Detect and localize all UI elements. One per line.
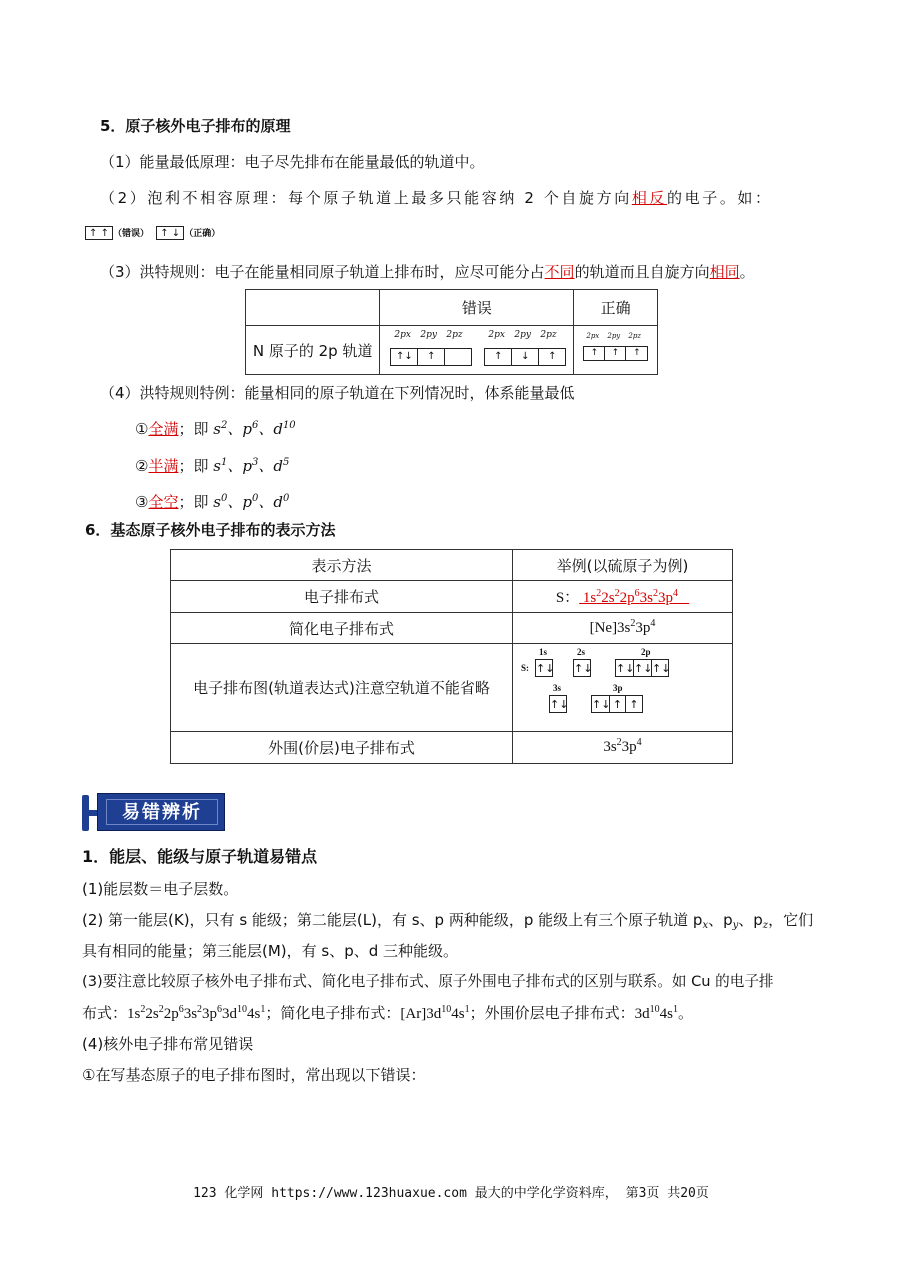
pauli-wrong-label: （错误）: [113, 229, 150, 239]
orb-label-2px: 2px: [586, 332, 600, 340]
diagram-s-label: S:: [521, 662, 530, 673]
orbital-cell: ↓: [512, 349, 539, 365]
orb-label-2pz: 2pz: [446, 330, 463, 340]
orbital-cell: ↑↓: [391, 349, 418, 365]
label-2p: 2p: [641, 646, 651, 657]
point-3-end: 。: [677, 1004, 693, 1022]
orb-label-2px: 2px: [394, 330, 411, 340]
case-full-num: ①: [135, 420, 149, 438]
point-4: (4)核外电子排布常见错误: [82, 1035, 254, 1053]
banner-left-bar: [82, 795, 89, 831]
hund-text-a: （3）洪特规则：电子在能量相同原子轨道上排布时，应尽可能分占: [100, 263, 545, 281]
cu-full-config: $1s^22s^22p^63s^23p^63d^{10}4s^1$: [127, 1004, 266, 1022]
point-1: (1)能层数＝电子层数。: [82, 880, 239, 898]
rep-short-value: $[Ne]3s^23p^4$: [513, 613, 733, 644]
orbital-cell: ↑: [418, 349, 445, 365]
rep-row-diagram: 电子排布图(轨道表达式)注意空轨道不能省略: [171, 644, 513, 732]
section-1-heading: 1．能层、能级与原子轨道易错点: [82, 847, 318, 866]
hund-table-empty: [246, 290, 380, 326]
banner-connector: [89, 810, 97, 816]
case-half-rest: ；即: [178, 457, 209, 475]
point-3-line-2: [82, 1003, 693, 1024]
label-1s: 1s: [539, 646, 548, 657]
case-full-red: 全满: [148, 420, 179, 438]
hund-red-1: 不同: [544, 263, 575, 281]
label-2s: 2s: [577, 646, 586, 657]
orbital-1s: ↑↓: [535, 659, 553, 677]
pauli-right-label: （正确）: [184, 229, 221, 239]
point-2-line-1: (2) 第一能层(K)，只有 s 能级；第二能层(L)，有 s、p 两种能级，p 能级上有三个原子轨道 $p_x$、$p_y$、$p_z$，它们: [82, 911, 814, 931]
rep-row-config: 电子排布式: [171, 581, 513, 613]
orbital-2p: ↑↓↑↓↑↓: [615, 659, 669, 677]
case-empty-formula: $s^0$、$p^0$、$d^0$: [213, 493, 290, 511]
case-half-num: ②: [135, 457, 149, 475]
orb-label-2px: 2px: [488, 330, 505, 340]
point-3-mid1: ；简化电子排布式：: [265, 1004, 401, 1022]
pauli-red-text: 相反: [631, 189, 668, 207]
case-empty-rest: ；即: [178, 493, 209, 511]
case-full-formula: $s^2$、$p^6$、$d^{10}$: [213, 420, 296, 438]
case-empty-red: 全空: [148, 493, 179, 511]
orbital-2s: ↑↓: [573, 659, 591, 677]
hund-text-b: 的轨道而且自旋方向: [574, 263, 710, 281]
rep-config-prefix: S：: [555, 590, 580, 606]
section-6-heading: 6．基态原子核外电子排布的表示方法: [85, 521, 336, 539]
orbital-cell: ↑: [548, 351, 557, 362]
hund-red-2: 相同: [709, 263, 740, 281]
representation-table: [170, 549, 733, 764]
pauli-example: [85, 226, 220, 242]
pauli-wrong-box: ↑ ↑: [85, 226, 113, 240]
orb-label-2pz: 2pz: [540, 330, 557, 340]
point-2-line-2: 具有相同的能量；第三能层(M)，有 s、p、d 三种能级。: [82, 942, 459, 960]
orb-label-2py: 2py: [607, 332, 621, 340]
orbital-cell: ↑: [485, 349, 512, 365]
case-half-formula: $s^1$、$p^3$、$d^5$: [213, 457, 290, 475]
orbital-cell: ↑: [605, 347, 626, 360]
case-empty-num: ③: [135, 493, 149, 511]
principle-lowest-energy: （1）能量最低原理：电子尽先排布在能量最低的轨道中。: [100, 153, 485, 171]
banner-label: 易错辨析: [106, 799, 218, 825]
point-4-sub-1: ①在写基态原子的电子排布图时，常出现以下错误：: [82, 1066, 426, 1084]
pauli-right-box: ↑ ↓: [156, 226, 184, 240]
principle-hund: [100, 262, 755, 282]
orbital-cell: [445, 349, 471, 365]
point-2-text: (2) 第一能层(K)，只有 s 能级；第二能层(L)，有 s、p 两种能级，p 能级上有三个原子轨道 p: [82, 911, 703, 929]
rep-config-red: $1s^22s^22p^63s^23p^4$: [579, 588, 678, 606]
banner-box: [97, 793, 225, 831]
hund-header-wrong: 错误: [380, 290, 574, 326]
point-3-pre: 布式：: [82, 1004, 128, 1022]
pauli-text-b: 的电子。如：: [667, 189, 773, 207]
hund-special-cases: （4）洪特规则特例：能量相同的原子轨道在下列情况时，体系能量最低: [100, 384, 575, 402]
case-empty: [135, 492, 289, 512]
orbital-cell: ↑: [584, 347, 605, 360]
rep-header-method: 表示方法: [171, 550, 513, 581]
orb-label-2py: 2py: [514, 330, 531, 340]
rep-valence-value: $3s^23p^4$: [513, 732, 733, 764]
rep-header-example: 举例(以硫原子为例): [513, 550, 733, 581]
orb-label-2pz: 2pz: [628, 332, 641, 340]
rep-row-valence: 外围(价层)电子排布式: [171, 732, 513, 764]
cu-short-config: $[Ar]3d^{10}4s^1$: [400, 1004, 470, 1022]
hund-right-cell: [574, 326, 658, 375]
case-half: [135, 456, 289, 476]
page-footer: 123 化学网 https://www.123huaxue.com 最大的中学化学资料库， 第3页 共20页: [193, 1186, 709, 1201]
hund-header-right: 正确: [574, 290, 658, 326]
rep-short-a: [Ne]3s: [589, 619, 631, 636]
rep-config-value: [513, 581, 733, 613]
label-3s: 3s: [553, 682, 562, 693]
rep-valence-a: 3s: [603, 739, 617, 755]
wrong-orbital-2: [484, 348, 566, 366]
point-3-mid2: ；外围价层电子排布式：: [469, 1004, 635, 1022]
orbital-cell: ↑: [633, 348, 641, 358]
point-3-line-1: (3)要注意比较原子核外电子排布式、简化电子排布式、原子外围电子排布式的区别与联系。如 Cu 的电子排: [82, 973, 774, 990]
rep-row-short: 简化电子排布式: [171, 613, 513, 644]
wrong-orbital-1: [390, 348, 472, 366]
section-5-heading: 5．原子核外电子排布的原理: [100, 117, 291, 135]
orbital-3s: ↑↓: [549, 695, 567, 713]
hund-text-c: 。: [739, 263, 755, 281]
orb-label-2py: 2py: [420, 330, 437, 340]
case-full-rest: ；即: [178, 420, 209, 438]
case-half-red: 半满: [148, 457, 179, 475]
case-full: [135, 419, 296, 439]
cu-valence-config: $3d^{10}4s^1$: [634, 1004, 678, 1022]
orbital-3p: ↑↓ ↑ ↑: [591, 695, 643, 713]
hund-table: [245, 289, 658, 375]
right-orbital: [583, 346, 648, 361]
label-3p: 3p: [613, 682, 623, 693]
rep-diagram-cell: [513, 644, 733, 732]
hund-wrong-cell: [380, 326, 574, 375]
error-analysis-banner: [82, 793, 226, 833]
pauli-text-a: （2）泡利不相容原理：每个原子轨道上最多只能容纳 2 个自旋方向: [100, 189, 632, 207]
hund-row-label: N 原子的 2p 轨道: [246, 326, 380, 375]
principle-pauli: [100, 188, 773, 208]
